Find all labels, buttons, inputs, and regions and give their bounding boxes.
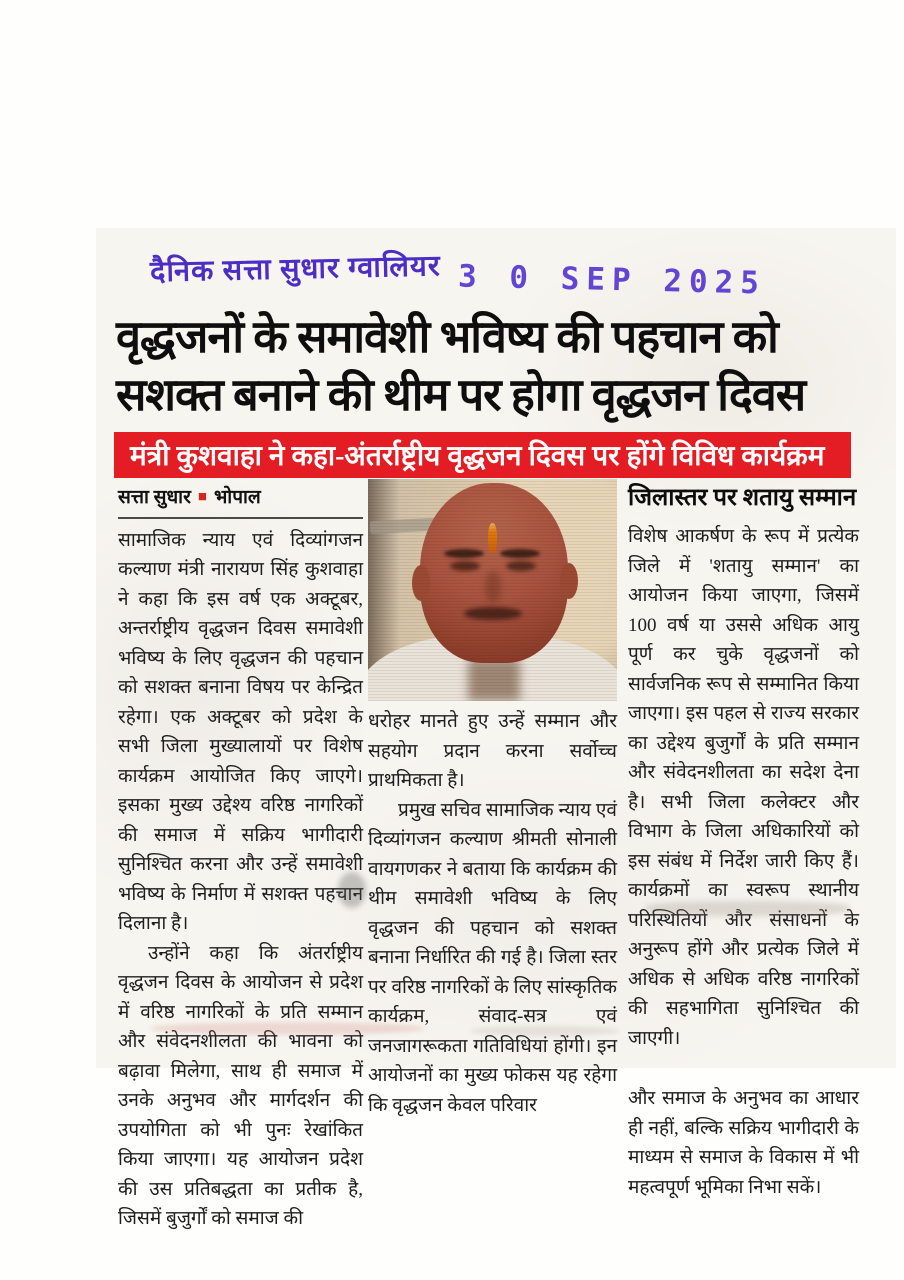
byline bbox=[118, 483, 363, 519]
paragraph-col2-2: प्रमुख सचिव सामाजिक न्याय एवं दिव्यांगजन कल्याण श्रीमती सोनाली वायगणकर ने बताया कि कार्यक्रम की थीम समावेशी भविष्य के लिए वृद्धजन की पहचान को सशक्त बनाना निर्धारित की गई है। जिला स्तर पर वरिष्ठ नागरिकों के लिए सांस्कृतिक कार्यक्रम, संवाद-सत्र एवं जनजागरूकता गतिविधियां होंगी। इन आयोजनों का मुख्य फोकस यह रहेगा कि वृद्धजन केवल परिवार bbox=[368, 799, 617, 1116]
paragraph-col1-1: सामाजिक न्याय एवं दिव्यांगजन कल्याण मंत्री नारायण सिंह कुशवाहा ने कहा कि इस वर्ष एक अक्टूबर, अन्तर्राष्ट्रीय वृद्धजन दिवस समावेशी भविष्य के लिए वृद्धजन की पहचान को सशक्त बनाना विषय पर केन्द्रित रहेगा। एक अक्टूबर को प्रदेश के सभी जिला मुख्यालायों पर विशेष कार्यक्रम आयोजित किए जाएगे। इसका मुख्य उद्देश्य वरिष्ठ नागरिकों की समाज में सक्रिय भागीदारी सुनिश्चित करना और उन्हें समावेशी भविष्य के निर्माण में सशक्त पहचान दिलाना है। bbox=[118, 529, 363, 934]
minister-photo bbox=[368, 479, 617, 701]
byline-agency: सत्ता सुधार bbox=[118, 487, 191, 508]
byline-separator-icon: ■ bbox=[197, 489, 207, 506]
headline-line-1: वृद्धजनों के समावेशी भविष्य की पहचान को bbox=[116, 312, 778, 362]
column-middle bbox=[368, 479, 617, 1120]
date-stamp: 3 0 SEP 2025 bbox=[457, 258, 767, 302]
headline-line-2: सशक्त बनाने की थीम पर होगा वृद्धजन दिवस bbox=[116, 370, 806, 420]
column-right bbox=[628, 483, 859, 1202]
section-subhead: जिलास्तर पर शतायु सम्मान bbox=[628, 485, 857, 511]
paragraph-col2-1: धरोहर मानते हुए उन्हें सम्मान और सहयोग प्रदान करना सर्वोच्च प्राथमिकता है। bbox=[368, 711, 617, 791]
subhead-banner: मंत्री कुशवाहा ने कहा-अंतर्राष्ट्रीय वृद्धजन दिवस पर होंगे विविध कार्यक्रम bbox=[114, 432, 851, 478]
byline-location: भोपाल bbox=[213, 487, 261, 508]
article-headline bbox=[116, 308, 856, 424]
paragraph-col3-1: विशेष आकर्षण के रूप में प्रत्येक जिले में 'शतायु सम्मान' का आयोजन किया जाएगा, जिसमें 100 वर्ष या उससे अधिक आयु पूर्ण कर चुके वृद्धजनों को सार्वजनिक रूप से सम्मानित किया जाएगा। इस पहल से राज्य सरकार का उद्देश्य बुजुर्गों के प्रति सम्मान और संवेदनशीलता का सदेश देना है। सभी जिला कलेक्टर और विभाग के जिला अधिकारियों को इस संबंध में निर्देश जारी किए हैं। कार्यक्रमों का स्वरूप स्थानीय परिस्थितियों और संसाधनों के अनुरूप होंगे और प्रत्येक जिले में अधिक से अधिक वरिष्ठ नागरिकों की सहभागिता सुनिश्चित की जाएगी। bbox=[628, 526, 859, 1049]
paragraph-col3-2: और समाज के अनुभव का आधार ही नहीं, बल्कि सक्रिय भागीदारी के माध्यम से समाज के विकास में भी महत्वपूर्ण भूमिका निभा सकें। bbox=[628, 1088, 859, 1198]
paragraph-col1-2: उन्होंने कहा कि अंतर्राष्ट्रीय वृद्धजन दिवस के आयोजन से प्रदेश में वरिष्ठ नागरिकों के प्रति सम्मान और संवेदनशीलता की भावना को बढ़ावा मिलेगा, साथ ही समाज में उनके अनुभव और मार्गदर्शन की उपयोगिता को भी पुनः रेखांकित किया जाएगा। यह आयोजन प्रदेश की उस प्रतिबद्धता का प्रतीक है, जिसमें बुजुर्गों को समाज की bbox=[118, 942, 363, 1229]
newspaper-name-stamp: दैनिक सत्ता सुधार ग्वालियर bbox=[149, 250, 441, 289]
photo-print-grain bbox=[368, 479, 617, 701]
column-left bbox=[118, 483, 363, 1234]
